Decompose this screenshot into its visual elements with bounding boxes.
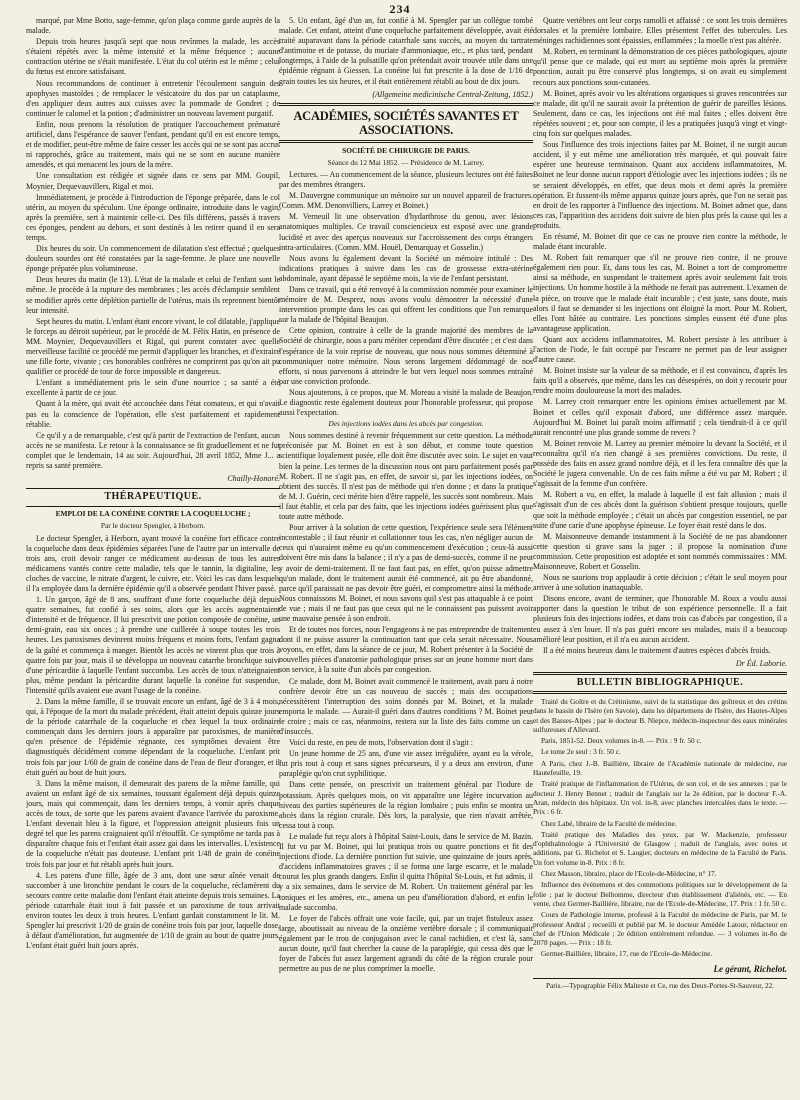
- paragraph: Traité pratique des Maladies des yeux, par W. Mackenzie, professeur d'ophthalmologie à l'Université de Glasgow ; traduit de l'anglais, avec notes et additions, par G. Richelot et S. Laugier, docteurs en médecine de la Faculté de Paris. Un fort volume in-8. Prix : 8 fr.: [533, 829, 787, 867]
- paragraph: Voici du reste, en peu de mots, l'observation dont il s'agit :: [289, 738, 473, 748]
- paragraph: Le tome 2e seul : 3 fr. 50 c.: [541, 747, 621, 757]
- column-left: [26, 16, 280, 1086]
- article-text: [533, 16, 787, 656]
- paragraph: Une consultation est rédigée et signée dans ce sens par MM. Goupil, Moynier, Dequevauvillers, Rigal et moi.: [26, 171, 280, 191]
- paragraph: 4. Les parens d'une fille, âgée de 3 ans, dont une sœur aînée venait de succomber à une bronchite pendant le cours de la coqueluche, réclamèrent du secours contre cette maladie dont l'enfant était atteinte depuis trois semaines. La période catarrhale était tout à fait passée et un paroxisme de toux arrivait environ toutes les deux à trois heures. L'enfant gardait constamment le lit. M. Spengler lui prescrivit 1/20 de grain de conéine trois fois par jour, laquelle dose, à défaut d'amélioration, fut augmentée de 1/10 de grain au bout de quatre jours. L'enfant était guéri huit jours après.: [26, 870, 280, 951]
- paragraph: Immédiatement, je procède à l'introduction de l'éponge préparée, dans le col utérin, au moyen du spéculum. Une éponge ordinaire, introduite dans le vagin, après la première, sert à maintenir celle-ci. Des fils différens, passés à travers ces éponges, pendent au dehors, et sont destinés à les retirer quand il en sera temps.: [26, 192, 280, 242]
- paragraph: Lectures. — Au commencement de la séance, plusieurs lectures ont été faites par des membres étrangers.: [279, 169, 533, 190]
- article-text: [279, 170, 533, 418]
- paragraph: Dix heures du soir. Un commencement de dilatation s'est effectué ; quelques douleurs sourdes ont été constatées par la sage-femme. Je place une nouvelle éponge préparée plus volumineuse.: [26, 244, 280, 274]
- paragraph: M. Boinet insiste sur la valeur de sa méthode, et il est convaincu, d'après les faits qu'il a observés, que même, dans les cas désespérés, on doit y recourir pour rendre moins douloureuse la mort des malades.: [533, 366, 787, 396]
- paragraph: Nous recommandons de continuer à entretenir l'écoulement sanguin des apophyses mastoïdes ; de remplacer le vésicatoire du dos par un cataplasme, d'en appliquer deux autres aux cuisses avec la pommade de Gondret ; de continuer le calomel et la potion ; d'administrer un nouveau lavement purgatif.: [26, 78, 280, 118]
- publisher-signature: Le gérant, Richelot.: [713, 963, 787, 974]
- paragraph: Chez Labé, libraire de la Faculté de médecine.: [541, 818, 677, 828]
- paragraph: Dans ce travail, qui a été renvoyé à la commission nommée pour examiner le mémoire de M. Desprez, nous avons voulu démontrer la nécessité d'une intervention prompte dans les cas qui offrent les conditions que l'on remarque sur la malade de l'hôpital Beaujon.: [279, 284, 533, 325]
- article-text: [279, 16, 533, 87]
- paragraph: M. Robert a vu, en effet, la malade à laquelle il est fait allusion ; mais il s'agissait d'un de ces abcès dont la guérison s'obtient presque toujours, quelle que soit la méthode employée ; c'était un abcès par congestion essentiel, ne par suite d'une carie d'une apophyse épineuse. Le foyer était resté dans le dos.: [533, 490, 787, 530]
- page-number: 234: [389, 2, 411, 16]
- paragraph: Paris, 1851-52. Deux volumes in-8. — Prix : 9 fr. 50 c.: [541, 736, 702, 746]
- paragraph: Nous avons lu également devant la Société un mémoire intitulé : Des indications pratiques à suivre dans les cas de grossesse extra-utérine abdominale, ayant dépassé le septième mois, la vie de l'enfant persistant.: [279, 253, 533, 283]
- bulletin-title: BULLETIN BIBLIOGRAPHIQUE.: [576, 676, 744, 688]
- paragraph: Le foyer de l'abcès offrait une voie facile, qui, par un trajet fistuleux assez large, aboutissait au niveau de la onzième vertèbre dorsale ; il communiquait également par le trou de conjugaison avec le canal rachidien, et c'est là, sans aucun doute, qu'il faut chercher la cause de la paraplégie, qui cessa dès que le foyer de l'abcès fut assez largement agrandi du côté de la région crurale pour permettre au pus de ne plus comprimer la moelle.: [279, 913, 533, 974]
- divider: [279, 103, 533, 106]
- paragraph: M. Maisonneuve demande instamment à la Société de ne pas abandonner cette question si grave sans la juger ; il propose la nomination d'une commission. Cette proposition est adoptée et sont nommés commissaires : MM. Maisonneuve, Robert et Gosselin.: [533, 531, 787, 571]
- divider: [533, 672, 787, 675]
- column-right: [533, 16, 787, 1086]
- paragraph: Cette opinion, contraire à celle de la grande majorité des membres de la Société de chirurgie, nous a paru mériter cependant d'être discutée ; et c'est dans l'espérance de la voir reprise de nouveau, que nous nous sommes déterminé à communiquer notre mémoire. Nous serons largement dédommagé de nos efforts, si nous parvenons à atteindre le but vers lequel nous sommes entraîné par une conviction profonde.: [279, 326, 533, 386]
- section-title: THÉRAPEUTIQUE.: [104, 491, 202, 503]
- paragraph: Sous l'influence des trois injections faites par M. Boinet, il ne surgit aucun accident, il y eut même une amélioration très marquée, et qui pouvait faire espérer une heureuse terminaison. Quant aux accidens inflammatoires, M. Boinet ne leur donne aucun rapport d'étiologie avec les injections iodées ; ils ne se seraient développés, en effet, que deux mois et demi après la première opération. Et fussent-ils même apparus quinze jours après, que l'on ne serait pas en droit de les rapporter à l'influence des injections. M. Boinet admet que, dans ces cas, l'apparition des accidens doit suivre de bien plus près la cause qui les a produits.: [533, 140, 787, 230]
- bibliography-list: [533, 697, 787, 959]
- paragraph: Le malade fut reçu alors à l'hôpital Saint-Louis, dans le service de M. Bazin. Il fut vu par M. Boinet, qui lui pratiqua trois ou quatre ponctions et fit des injections d'iode. La dernière ponction fut suivie, une quinzaine de jours après, d'accidens inflammatoires graves ; il se forma une large escarre, et le malade courut les plus grands dangers. Enfin il quitta l'hôpital St-Louis, et fut admis, il y a six semaines, dans le service de M. Robert. Un traitement général par les toniques et les amères, etc., amena un peu d'amélioration d'abord, et enfin le malade succomba.: [279, 831, 533, 912]
- author-signature: Dr Éd. Laborie.: [735, 658, 787, 668]
- paragraph: 1. Un garçon, âgé de 8 ans, souffrant d'une forte coqueluche déjà depuis quatre semaines, fut confié à ses soins, alors que les accès augmentaient d'intensité et de fréquence. Il lui prescrivit une potion composée de conéine, un demi-grain, eau six onces ; à prendre une cuillerée à soupe toutes les trois heures. Les paroxismes devinrent moins fréquens et moins forts, l'enfant gagna de la gaîté et commença à manger. Bientôt les accès ne vinrent plus que trois à quatre fois par jour, mais il se développa un nouveau catarrhe bronchique suivi d'une péricardite à laquelle l'enfant succomba. Les accès de toux n'atteignaient plus, même pendant la péricardite durant laquelle la conéine fut suspendue, l'intensité qu'ils avaient eue avant l'usage de la conéine.: [26, 595, 280, 695]
- paragraph: Sept heures du matin. L'enfant étant encore vivant, le col dilatable, j'applique le forceps au détroit supérieur, par le procédé de M. Félix Hatin, en présence de MM. Moynier, Dequevauvillers et Rigal, qui purent constater avec quelle merveilleuse facilité ce procédé me permit d'appliquer les branches, et d'extraire une fille forte, vivante ; ces honorables confrères ne comprirent pas qu'on ait pu qualifier ce procédé de tour de force impossible et dangereux.: [26, 316, 280, 377]
- paragraph: Cours de Pathologie interne, professé à la Faculté de médecine de Paris, par M. le professeur Andral ; recueilli et publié par M. le docteur Amédée Latour, rédacteur en chef de l'Union Médicale ; 2e édition entièrement refondue. — 3 volumes in-8o de 2078 pages. — Prix : 18 fr.: [533, 910, 787, 948]
- paragraph: 5. Un enfant, âgé d'un an, fut confié à M. Spengler par un collègue tombé malade. Cet enfant, atteint d'une coqueluche parfaitement développée, avait été traité auparavant dans la période catarrhale sans succès, au moyen du tartrate d'antimoine et de potasse, du muriate d'ammoniaque, etc., et plus tard, pendant longtemps, à l'aide de la pulsatille qu'on prétendait avoir trouvée utile dans une épidémie régnant à Giessen. La conéine lui fut prescrite à la dose de 1/16 de grain toutes les six heures, et il était entièrement rétabli au bout de dix jours.: [279, 16, 533, 86]
- paragraph: marqué, par Mme Botto, sage-femme, qu'on plaça comme garde auprès de la malade.: [26, 16, 280, 36]
- paragraph: Nous ajouterons, à ce propos, que M. Moreau a visité la malade de Beaujon. Le diagnostic reste également douteux pour l'honorable professeur, qui propose aussi l'expectation.: [279, 387, 533, 418]
- divider: [26, 488, 280, 489]
- paragraph: Depuis trois heures jusqu'à sept que nous revînmes la malade, les accès s'étaient répétés avec la même intensité et la même fréquence ; aucune contraction utérine ne s'était manifestée. L'état du col utérin est le même ; celui du fœtus est encore satisfaisant.: [26, 37, 280, 77]
- column-middle: [279, 16, 533, 1086]
- paragraph: Quant à la mère, qui avait été accouchée dans l'état comateux, et qui n'avait pas eu la conscience de l'opération, elle s'est parfaitement et rapidement rétablie.: [26, 399, 280, 429]
- divider: [26, 506, 280, 507]
- paragraph: En résumé, M. Boinet dit que ce cas ne prouve rien contre la méthode, le malade étant incurable.: [533, 231, 787, 252]
- paragraph: Quatre vertèbres ont leur corps ramolli et affaissé : ce sont les trois dernières dorsales et la première lombaire. Elles présentent l'effet des tubercules. Les méninges rachidiennes sont épaissies, enflammées ; la moelle n'est pas altérée.: [533, 16, 787, 46]
- article-text: [26, 16, 280, 471]
- article-text: [279, 431, 533, 974]
- paragraph: Il a été moins heureux dans le traitement d'autres espèces d'abcès froids.: [543, 645, 771, 655]
- paragraph: Influence des événemens et des commotions politiques sur le développement de la folie ; par le docteur Belhomme, directeur d'un établissement d'aliénés, etc. — En vente, chez Germer-Baillière, libraire, rue de l'Ecole-de-Médecine, 17. Prix : 1 fr. 50 c.: [533, 880, 787, 908]
- paragraph: L'enfant a immédiatement pris le sein d'une nourrice ; sa santé a été excellente à partir de ce jour.: [26, 378, 280, 398]
- paragraph: Deux heures du matin (le 13). L'état de la malade et celui de l'enfant sont le même. Je procède à la rupture des membranes ; les accès d'éclampsie semblent se modifier après cette déplétion partielle de l'utérus, mais ils reprennent bientôt leur intensité.: [26, 275, 280, 315]
- paragraph: Traité du Goître et du Crétinisme, suivi de la statistique des goîtreux et des crétins dans le bassin de l'Isère (en Savoie), dans les départemens de l'Isère, des Hautes-Alpes et des Basses-Alpes ; par le docteur B. Niepce, médecin-inspecteur des eaux minérales sulfureuses d'Allevard.: [533, 697, 787, 734]
- source-citation: (Allgemeine medicinische Central-Zeitung, 1852.): [372, 89, 533, 99]
- paragraph: Quant aux accidens inflammatoires, M. Robert persiste à les attribuer à l'action de l'iode, le fait occupé par l'escarre ne permet pas de leur assigner d'autre cause.: [533, 334, 787, 365]
- paragraph: M. Boinet renvoie M. Larrey au premier mémoire lu devant la Société, et il reconnaîtra qu'il n'a rien changé à ses premières convictions. Du reste, il possède des faits en assez grand nombre déjà, et il les fera connaître dès que la Société le jugera convenable. Un de ces faits même a été vu par M. Robert ; il s'agissait de la femme d'un confrère.: [533, 438, 787, 489]
- paragraph: Chez Masson, libraire, place de l'Ecole-de-Médecine, n° 17.: [541, 869, 717, 879]
- society-title: SOCIÉTÉ DE CHIRURGIE DE PARIS.: [342, 145, 470, 155]
- divider: [533, 978, 787, 979]
- paragraph: Enfin, nous prenons la résolution de pratiquer l'accouchement prématuré artificiel, dans l'espérance de sauver l'enfant, pendant qu'il en est encore temps, et de modifier, peut-être même de faire cesser les accès qui ne se sont pas accrus ni rapprochés, grâce au traitement, mais qui ne se sont en aucune manière amendés, et qui menacent les jours de la mère.: [26, 119, 280, 170]
- paragraph: Le docteur Spengler, à Herborn, ayant trouvé la conéine fort efficace contre la coqueluche dans deux épidémies séparées l'une de l'autre par un intervalle de trois ans, croit devoir ranger ce médicament au-dessus de tous les autres médicamens vantés contre cette maladie, tels que le tannin, la digitaline, les cloches de vaccine, le nitrate d'argent, le cuivre, etc. Voici les cas dans lesquels il l'a employée dans la dernière épidémie qu'il a observée pendant l'hiver passé.: [26, 533, 280, 593]
- paragraph: Ce malade, dont M. Boinet avait commencé le traitement, avait paru à notre confrère devoir être un cas nouveau de succès ; mais des occupations nécessitèrent l'interruption des soins donnés par M. Boinet, et la malade emporta le malade. — Aurait-il guéri dans d'autres conditions ? M. Boinet peut le croire ; mais ce cas, néanmoins, restera sur la liste des faits comme un cas d'insuccès.: [279, 676, 533, 736]
- paragraph: Pour arriver à la solution de cette question, l'expérience seule sera l'élément incontestable ; il faut réunir et collationner tous les cas, n'en négliger aucun de ceux qui n'auraient même eu qu'un commencement d'exécution ; ceux-là aussi doivent être mis dans la balance ; il n'y a pas de demi-succès, comme il ne peut y avoir de demi-traitement. Il ne faut faut pas, en effet, qu'on puisse admettre qu'un malade, dont le traitement aurait été commencé, ait pu être abandonné, parce qu'il paraissait ne pas devoir être guéri, et compromettre ainsi la méthode. Nous connaissons M. Boinet, et nous savons quil s'est pas attaquable à ce point de vue ; mais il ne faut pas que ceux qui ne le connaissent pas puissent avoir une mauvaise pensée à son endroit.: [279, 523, 533, 623]
- article-author: Par le docteur Spengler, à Herborn.: [100, 521, 206, 531]
- paragraph: Nous ne saurions trop applaudir à cette décision ; c'était le seul moyen pour arriver à une solution inattaquable.: [533, 573, 787, 593]
- divider: [279, 140, 533, 143]
- paragraph: Traité pratique de l'inflammation de l'Utérus, de son col, et de ses annexes ; par le docteur J. Henry Bennet ; traduit de l'anglais sur la 2e édition, par le docteur F.-A. Aran, médecin des hôpitaux. Un vol. in-8, avec planches intercalées dans le texte. — Prix : 6 fr.: [533, 779, 787, 817]
- paragraph: M. Boinet, après avoir vu les altérations organiques si graves rencontrées sur ce malade, dit qu'il ne saurait avoir la prétention de guérir de pareilles lésions. Seulement, dans ce cas, les injections ont été mal faites ; elles doivent être répétées souvent ; et, pour son compte, il les a pratiquées jusqu'à vingt et vingt-cinq fois sur quelques malades.: [533, 88, 787, 139]
- paragraph: M. Dauvergne communique un mémoire sur un nouvel appareil de fractures. (Comm. MM. Denonvilliers, Larrey et Boinet.): [279, 191, 533, 211]
- paragraph: Et de toutes nos forces, nous l'engageons à ne pas entreprendre de traitement dont il ne puisse assurer la continuation tant que cela serait nécessaire. Nous voyons, en effet, dans la séance de ce jour, M. Robert présenter à la Société de nouvelles pièces d'anatomie pathologique prises sur un jeune homme mort dans son service, à la suite d'un abcès par congestion.: [279, 625, 533, 675]
- paragraph: Un jeune homme de 25 ans, d'une vie assez irrégulière, ayant eu la vérole, fut pris tout à coup et sans signes précurseurs, il y a deux ans environ, d'une paraplégie qu'on crut syphilitique.: [279, 749, 533, 779]
- article-title: EMPLOI DE LA CONÉINE CONTRE LA COQUELUCHE ;: [55, 509, 251, 519]
- paragraph: Disons encore, avant de terminer, que l'honorable M. Roux a voulu aussi apporter dans la question le tribut de son expérience personnelle. Il a fait plusieurs fois des injections iodées, et dans trois cas d'abcès par congestion, il a eu assez à s'en louer. Il n'a pas guéri encore ses malades, mais il a beaucoup amélioré leur position, et il n'a eu aucun accident.: [533, 594, 787, 644]
- divider: [533, 691, 787, 694]
- section-header: ACADÉMIES, SOCIÉTÉS SAVANTES ET ASSOCIATIONS.: [293, 108, 519, 137]
- article-text: [26, 534, 280, 952]
- meeting-line: Séance du 12 Mai 1852. — Présidence de M. Larrey.: [327, 157, 485, 167]
- paragraph: A Paris, chez J.-B. Baillière, libraire de l'Académie nationale de médecine, rue Hautefeuille, 19.: [533, 758, 787, 778]
- paragraph: M. Robert, en terminant la démonstration de ces pièces pathologiques, ajoute qu'il pense que ce malade, qui est mort au septième mois après la première ponction, aurait pu être conservé plus longtemps, si on avait eu simplement recours aux ponctions sous-cutanées.: [533, 47, 787, 87]
- subheading: Des injections iodées dans les abcès par congestion.: [328, 419, 484, 429]
- paragraph: 2. Dans la même famille, il se trouvait encore un enfant, âgé de 3 à 4 mois, qui, à l'époque de la mort du malade précédent, était atteint depuis quinze jours de la période catarrhale de la coqueluche et chez lequel la toux ordinaire commençait dans les derniers jours à apparaître par paroxismes, de manière qu'en présence de l'épidémie régnante, ces symptômes devaient être diagnostiqués décidément comme dépendant de la coqueluche. L'enfant prit trois fois par jour 1/60 de grain de conéine dans de l'eau de fleur d'oranger, et il était guéri au bout de huit jours.: [26, 697, 280, 777]
- author-signature: Chailly-Honoré.: [227, 474, 280, 484]
- paragraph: M. Robert fait remarquer que s'il ne prouve rien contre, il ne prouve également rien pour. Et, dans tous les cas, M. Boinet a tort de compromettre ainsi sa méthode, en suspendant le traitement après avoir seulement fait trois injections. Un homme hostile à la méthode ne ferait pas autrement. L'examen de la pièce, on trouve que le malade était incurable ; c'est juste, sans doute, mais alors il faut se demander si les injections ont éloigné la mort. Pour M. Robert, elles l'ont hâtée au contraire. Les ponctions simples eussent été d'une plus avantageuse application.: [533, 253, 787, 333]
- paragraph: Germer-Baillière, libraire, 17, rue de l'Ecole-de-Médecine.: [541, 949, 713, 959]
- paragraph: Dans cette pensée, on prescrivit un traitement général par l'iodure de potassium. Après quelques mois, on vit apparaître une légère incurvation au niveau des parties supérieures de la région lombaire ; puis enfin se montra un abcès dans la région crurale. Dès lors, la paralysie, que rien n'avait arrêtée, cessa tout à coup.: [279, 780, 533, 830]
- paragraph: Ce qu'il y a de remarquable, c'est qu'à partir de l'extraction de l'enfant, aucun accès ne se manifesta. Le retour à la connaissance se fit graduellement et ne fut complet que le lendemain, 14 au soir. Aujourd'hui, 28 avril 1852, Mme J... a repris sa santé première.: [26, 430, 280, 471]
- printer-footer: Paris.—Typographie Félix Malteste et Ce, rue des Deux-Portes-St-Sauveur, 22.: [546, 981, 774, 990]
- paragraph: M. Verneuil lit une observation d'hydarthrose du genou, avec lésions anatomiques multiples. Ce travail consciencieux est exposé avec une grande lucidité et avec des aperçus nouveaux sur l'accroissement des corps étrangers intra-articulaires. (Comm. MM. Houël, Demarquay et Gosselin.): [279, 212, 533, 252]
- paragraph: M. Larrey croit remarquer entre les opinions émises actuellement par M. Boinet et celles qu'il exposait d'abord, une différence assez marquée. Aujourd'hui M. Boinet lui paraît moins affirmatif ; cela tiendrait-il à ce qu'il aurait rencontré une plus grande somme de revers ?: [533, 397, 787, 437]
- paragraph: Nous sommes destiné à revenir fréquemment sur cette question. La méthode préconisée par M. Boinet en est à son début, et comme toute question scientifique loyalement posée, elle doit être discutée avec soin. Le sujet en vaut bien la peine. Les termes de la discussion nous ont paru parfaitement posés par M. Robert. Il ne s'agit pas, en effet, de savoir si, par les injections iodées, on obtient des succès. Il n'est pas de méthode qui n'en donne ; et dans la pratique de M. J. Guérin, ceci mérite bien d'être rappelé, les succès sont nombreux. Mais il faut établir, et cela par des faits, que les injections iodées guérissent plus que toute autre méthode.: [279, 431, 533, 522]
- paragraph: 3. Dans la même maison, il demeurait des parens de la même famille, qui avaient un enfant âgé de six semaines, toussant également déjà depuis quinze jours, mais qui commençait, dans les derniers temps, à vomir après chaque accès de toux, de sorte que les parens avaient d'avance l'arrivée du paroxisme. L'enfant devenait bleu à la figure, et l'oppression atteignit plusieurs fois un degré tel que les parens craignaient qu'il n'étouffât. Ce symptôme ne tarda pas à disparaître chaque fois et l'enfant était assez gai dans les intervalles. L'existence de la coqueluche n'était pas douteuse. L'enfant prit 1/48 de grain de conéine trois fois par jour et fut rétabli après huit jours.: [26, 778, 280, 869]
